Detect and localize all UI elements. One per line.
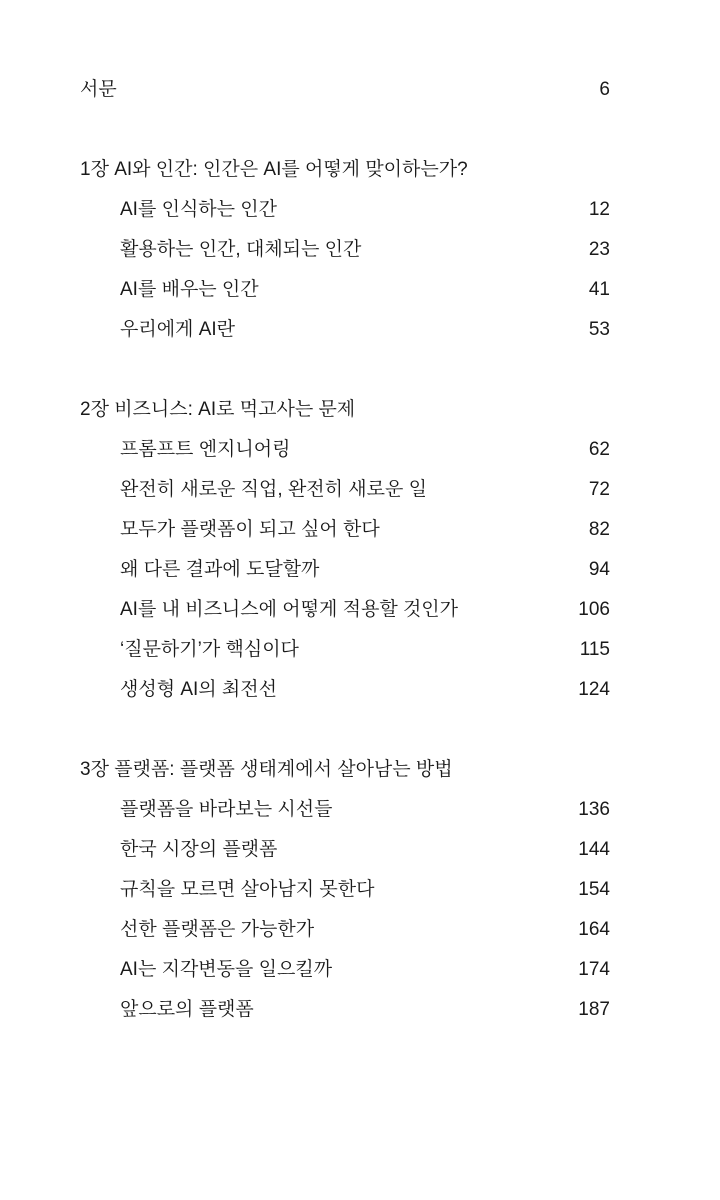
- toc-entry-title: 생성형 AI의 최전선: [120, 679, 277, 700]
- toc-page-number: 124: [578, 679, 610, 700]
- toc-entry-title: 앞으로의 플랫폼: [120, 999, 254, 1020]
- toc-entry[interactable]: [80, 270, 610, 310]
- toc-page-number: 82: [588, 519, 610, 540]
- toc-entry-preface[interactable]: [80, 70, 610, 110]
- chapter-heading[interactable]: [80, 150, 610, 190]
- toc-entry-title: ‘질문하기’가 핵심이다: [120, 639, 299, 660]
- toc-entry-title: 선한 플랫폼은 가능한가: [120, 919, 315, 940]
- chapter-heading[interactable]: [80, 750, 610, 790]
- chapter-title: 3장 플랫폼: 플랫폼 생태계에서 살아남는 방법: [80, 759, 453, 780]
- spacer: [80, 110, 610, 150]
- toc-entry[interactable]: [80, 910, 610, 950]
- toc-page-number: 136: [578, 799, 610, 820]
- toc-page-number: 115: [579, 639, 610, 660]
- chapter-heading[interactable]: [80, 390, 610, 430]
- toc-entry[interactable]: [80, 670, 610, 710]
- toc-entry[interactable]: [80, 830, 610, 870]
- toc-page-number: 72: [588, 479, 610, 500]
- toc-page-number: 144: [578, 839, 610, 860]
- toc-entry-title: AI는 지각변동을 일으킬까: [120, 959, 333, 980]
- toc-entry-title: 완전히 새로운 직업, 완전히 새로운 일: [120, 479, 427, 500]
- toc-entry[interactable]: [80, 590, 610, 630]
- toc-entry-title: 우리에게 AI란: [120, 319, 236, 340]
- toc-entry-title: 플랫폼을 바라보는 시선들: [120, 799, 333, 820]
- toc-entry[interactable]: [80, 510, 610, 550]
- toc-entry[interactable]: [80, 230, 610, 270]
- toc-entry[interactable]: [80, 990, 610, 1030]
- toc-entry-title: 규칙을 모르면 살아남지 못한다: [120, 879, 375, 900]
- toc-entry[interactable]: [80, 190, 610, 230]
- chapter-3: [80, 750, 610, 1030]
- toc-entry[interactable]: [80, 470, 610, 510]
- spacer: [80, 350, 610, 390]
- toc-page-number: 53: [588, 319, 610, 340]
- toc-entry-title: 모두가 플랫폼이 되고 싶어 한다: [120, 519, 380, 540]
- table-of-contents: [80, 70, 610, 1030]
- toc-entry-title: 프롬프트 엔지니어링: [120, 439, 291, 460]
- toc-entry[interactable]: [80, 310, 610, 350]
- toc-entry-title: AI를 내 비즈니스에 어떻게 적용할 것인가: [120, 599, 459, 620]
- chapter-2: [80, 390, 610, 710]
- toc-entry-title: 활용하는 인간, 대체되는 인간: [120, 239, 362, 260]
- chapter-1: [80, 150, 610, 350]
- toc-page-number: 174: [578, 959, 610, 980]
- spacer: [80, 710, 610, 750]
- chapter-title: 2장 비즈니스: AI로 먹고사는 문제: [80, 399, 356, 420]
- toc-entry[interactable]: [80, 790, 610, 830]
- toc-page-number: 12: [588, 199, 610, 220]
- toc-page-number: 164: [578, 919, 610, 940]
- toc-page-number: 187: [578, 999, 610, 1020]
- toc-entry[interactable]: [80, 950, 610, 990]
- toc-entry-title: AI를 인식하는 인간: [120, 199, 277, 220]
- toc-entry-title: 한국 시장의 플랫폼: [120, 839, 278, 860]
- toc-page-number: 154: [578, 879, 610, 900]
- toc-entry[interactable]: [80, 430, 610, 470]
- toc-entry[interactable]: [80, 630, 610, 670]
- toc-entry[interactable]: [80, 870, 610, 910]
- toc-page-number: 106: [578, 599, 610, 620]
- toc-page-number: 6: [599, 79, 610, 100]
- toc-page-number: 62: [588, 439, 610, 460]
- toc-entry-title: 서문: [80, 79, 117, 100]
- toc-entry[interactable]: [80, 550, 610, 590]
- toc-entry-title: AI를 배우는 인간: [120, 279, 259, 300]
- chapter-title: 1장 AI와 인간: 인간은 AI를 어떻게 맞이하는가?: [80, 159, 468, 180]
- toc-page-number: 23: [588, 239, 610, 260]
- toc-page-number: 41: [588, 279, 610, 300]
- toc-entry-title: 왜 다른 결과에 도달할까: [120, 559, 320, 580]
- toc-page-number: 94: [588, 559, 610, 580]
